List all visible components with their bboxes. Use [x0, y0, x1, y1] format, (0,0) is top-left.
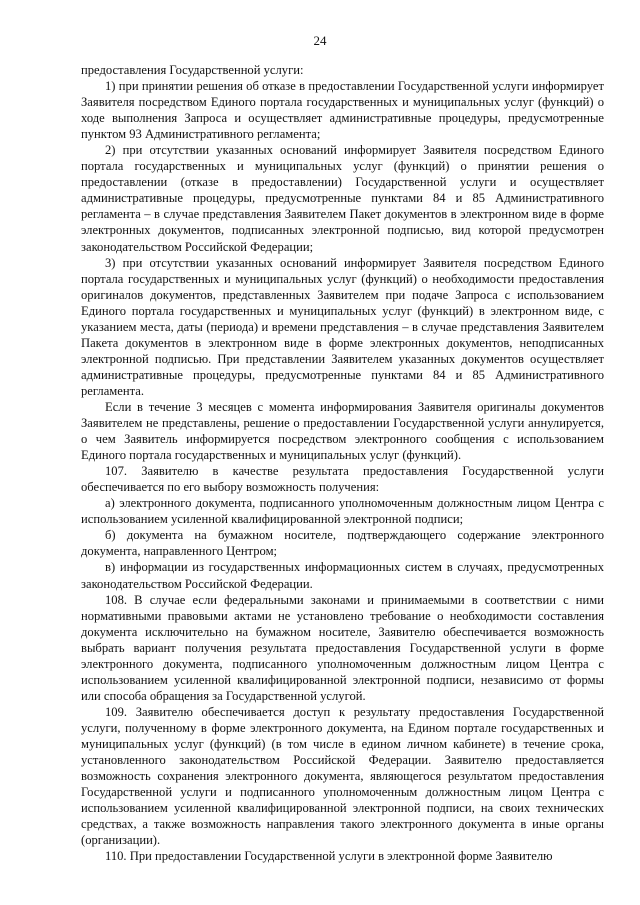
paragraph-107-b: б) документа на бумажном носителе, подтверждающего содержание электронного документа, направленного Центром; [81, 528, 604, 559]
paragraph-109: 109. Заявителю обеспечивается доступ к результату предоставления Государственной услуги, полученному в форме электронного документа, на Едином портале государственных и муниципальных услуг (функций) (в том числе в едином личном кабинете) в течение срока, установленного законодательством Российской Федерации. Заявителю предоставляется возможность сохранения электронного документа, являющегося результатом предоставления Государственной услуги и подписанного уполномоченным должностным лицом Центра с использованием усиленной квалифицированной электронной подписи, на своих технических средствах, а также возможность направления такого электронного документа в иные органы (организации). [81, 704, 604, 848]
document-body [81, 62, 604, 864]
paragraph-continuation: предоставления Государственной услуги: [81, 63, 304, 77]
paragraph-item-1: 1) при принятии решения об отказе в предоставлении Государственной услуги информирует Заявителя посредством Единого портала государственных и муниципальных услуг (функций) о ходе выполнения Запроса и осуществляет административные процедуры, предусмотренные пунктом 93 Административного регламента; [81, 79, 604, 142]
page-number: 24 [313, 33, 327, 48]
paragraph-110: 110. При предоставлении Государственной услуги в электронной форме Заявителю [105, 849, 553, 864]
paragraph-item-2: 2) при отсутствии указанных оснований информирует Заявителя посредством Единого портала государственных и муниципальных услуг (функций) о принятии решения о предоставлении (отказе в предоставлении) Государственной услуги и осуществляет административные процедуры, предусмотренные пунктами 84 и 85 Административного регламента – в случае представления Заявителем Пакет документов в электронном виде в форме электронных документов, подписанных электронной подписью, вид которой предусмотрен законодательством Российской Федерации; [81, 143, 604, 254]
paragraph-originals-deadline: Если в течение 3 месяцев с момента информирования Заявителя оригиналы документов Заявителем не представлены, решение о предоставлении Государственной услуги аннулируется, о чем Заявитель информируется посредством электронного сообщения с использованием Единого портала государственных и муниципальных услуг (функций). [81, 399, 604, 463]
paragraph-item-3: 3) при отсутствии указанных оснований информирует Заявителя посредством Единого портала государственных и муниципальных услуг (функций) о необходимости предоставления оригиналов документов, представленных Заявителем при подаче Запроса с использованием Единого портала государственных и муниципальных услуг (функций) в электронном виде, с указанием места, даты (периода) и времени представления – в случае представления Заявителем Пакета документов в электронном виде в форме электронных документов, неподписанных электронной подписью. При представлении Заявителем указанных документов осуществляет административные процедуры, предусмотренные пунктами 84 и 85 Административного регламента. [81, 255, 604, 398]
paragraph-108: 108. В случае если федеральными законами и принимаемыми в соответствии с ними нормативными правовыми актами не установлено требование о необходимости составления документа исключительно на бумажном носителе, Заявителю обеспечивается возможность выбрать вариант получения результата предоставления Государственной услуги в форме электронного документа, подписанного уполномоченным должностным лицом Центра с использованием усиленной квалифицированной электронной подписи, независимо от формы или способа обращения за Государственной услугой. [81, 592, 604, 703]
paragraph-107-a: а) электронного документа, подписанного уполномоченным должностным лицом Центра с использованием усиленной квалифицированной электронной подписи; [81, 496, 604, 527]
paragraph-107-v: в) информации из государственных информационных систем в случаях, предусмотренных законодательством Российской Федерации. [81, 560, 604, 591]
paragraph-107: 107. Заявителю в качестве результата предоставления Государственной услуги обеспечивается по его выбору возможность получения: [81, 464, 604, 495]
